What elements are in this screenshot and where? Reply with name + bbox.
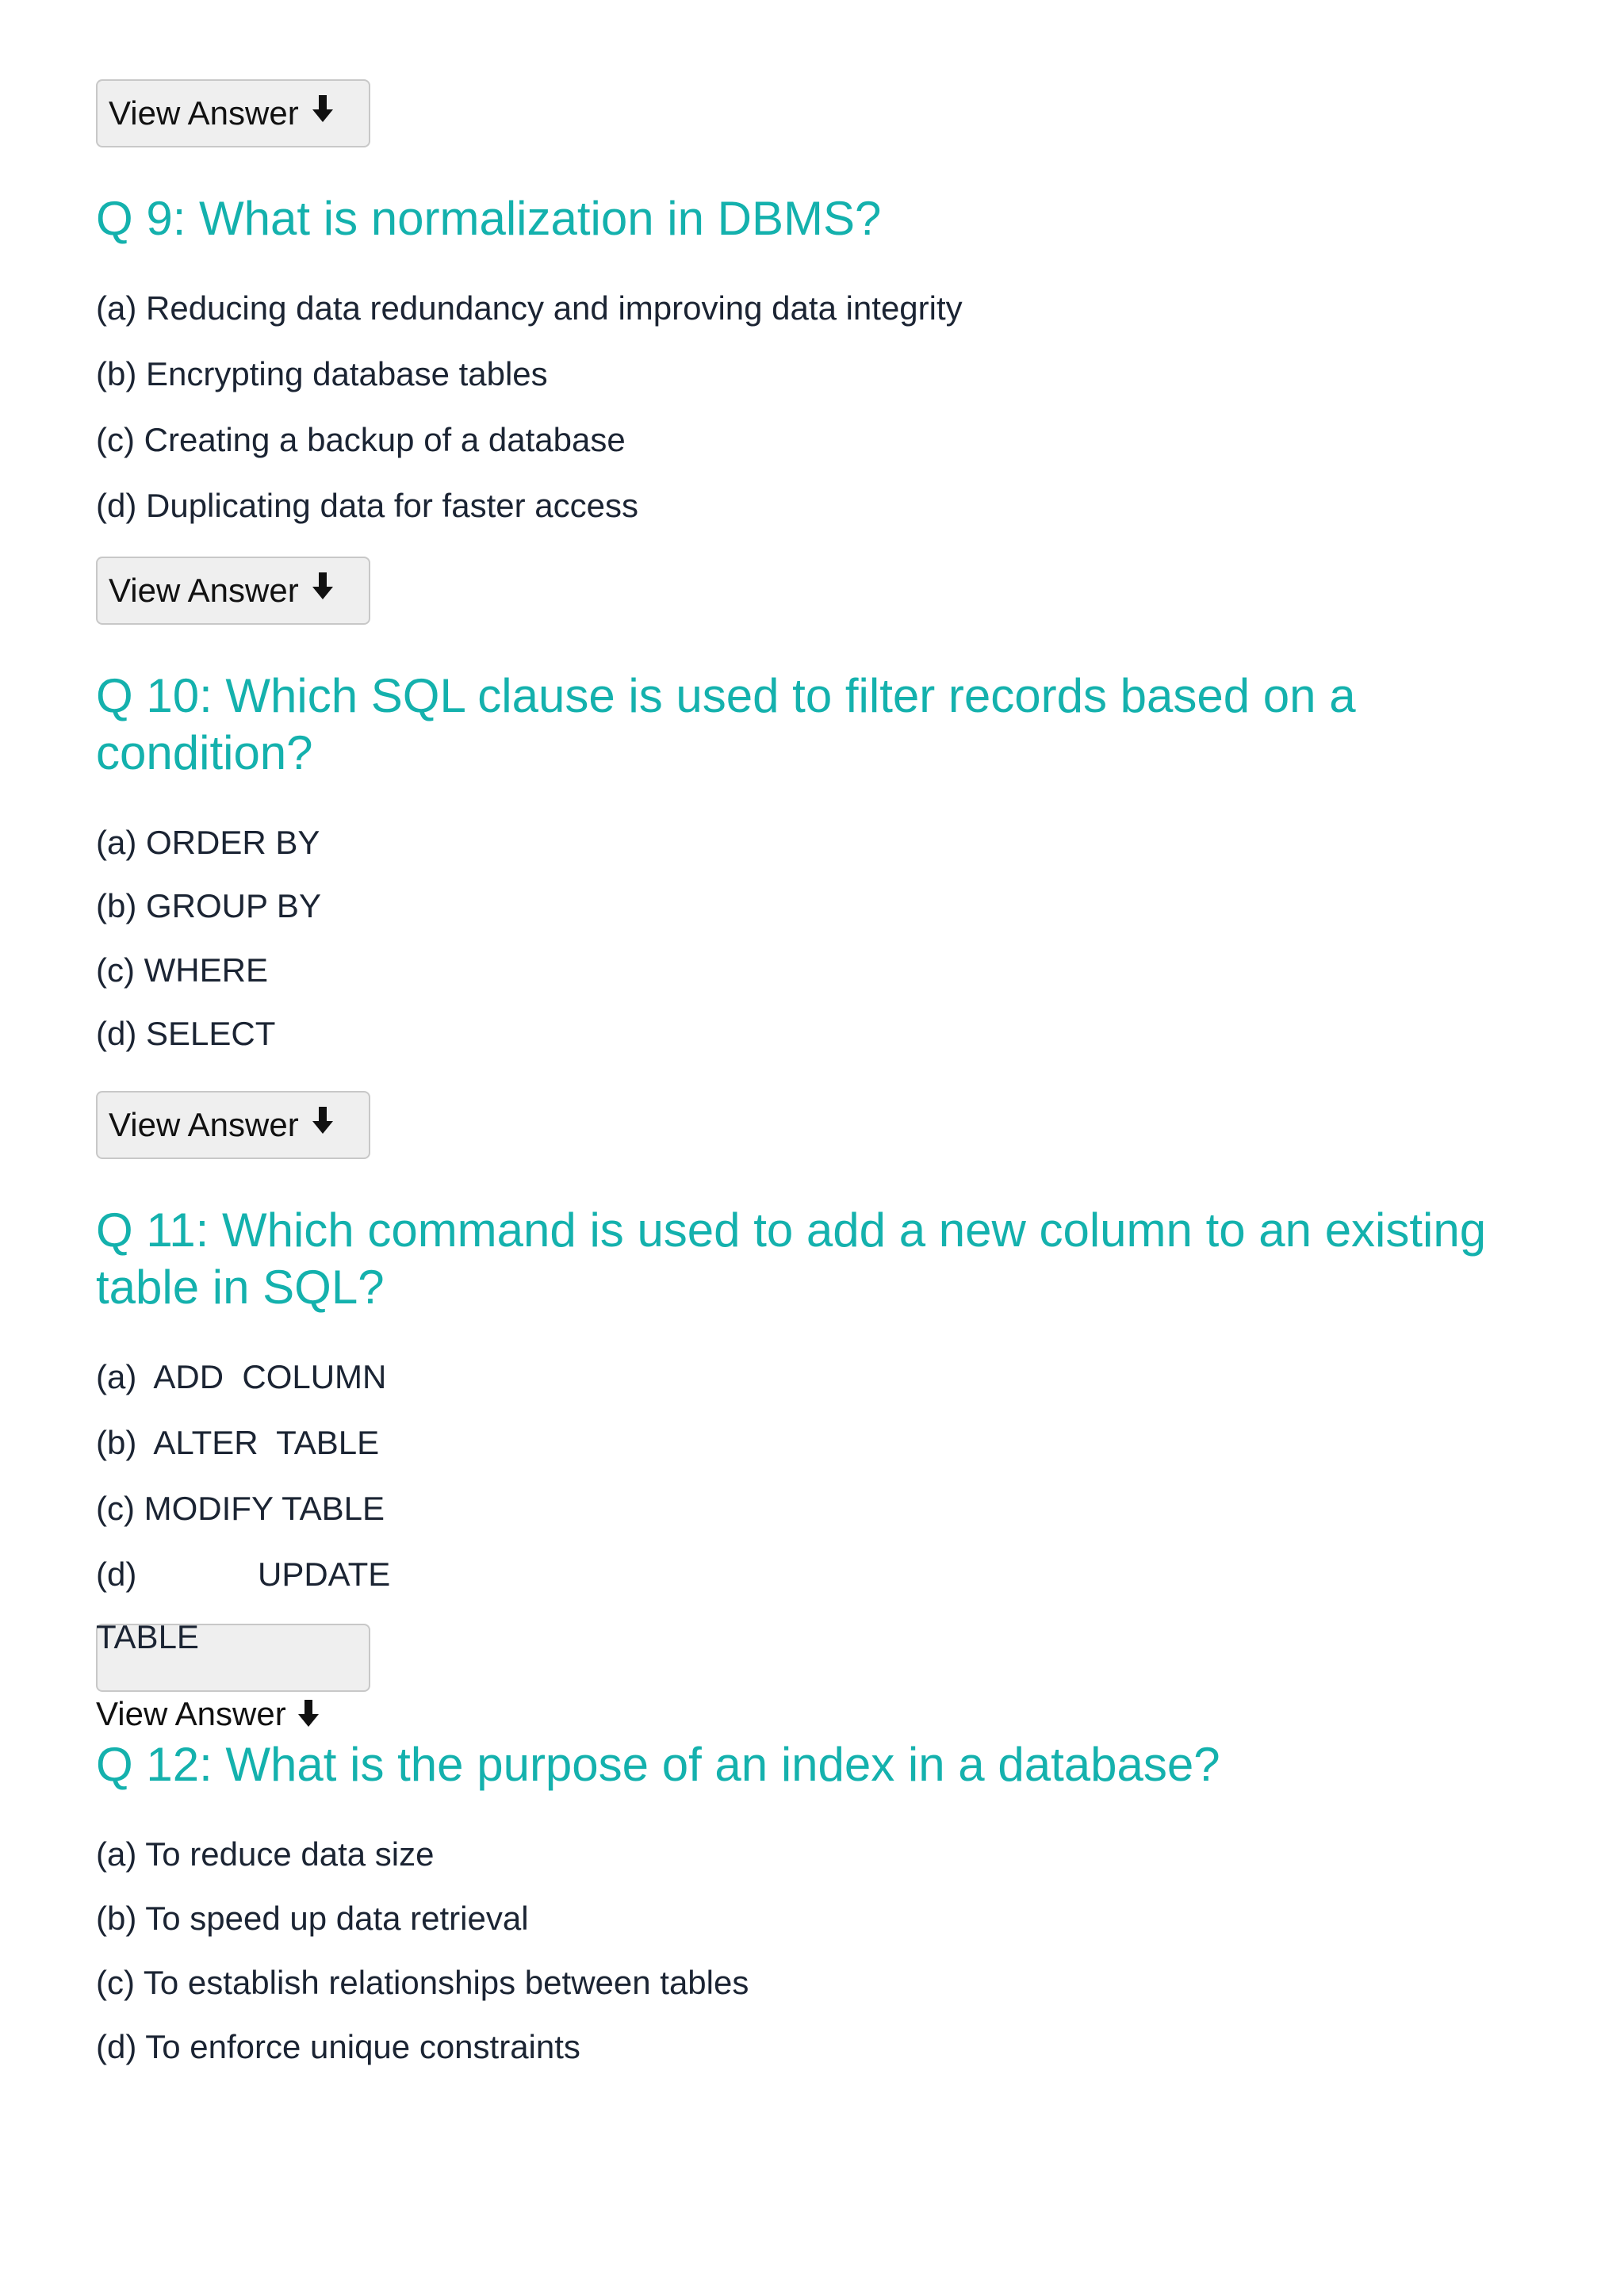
view-answer-label: View Answer	[96, 1695, 286, 1732]
option-q11-b: (b) ALTER TABLE	[96, 1424, 380, 1461]
option-q11-d: (d)	[96, 1556, 137, 1593]
option-q10-d: (d) SELECT	[96, 1015, 276, 1052]
view-answer-button-q9[interactable]	[96, 557, 370, 625]
option-q12-a: (a) To reduce data size	[96, 1835, 435, 1873]
option-q9-d: (d) Duplicating data for faster access	[96, 487, 638, 524]
option-q11-a: (a) ADD COLUMN	[96, 1358, 387, 1395]
option-q9-c: (c) Creating a backup of a database	[96, 421, 626, 458]
arrow-down-icon	[312, 94, 334, 125]
question-title-q12: Q 12: What is the purpose of an index in a database?	[96, 1738, 1220, 1791]
option-q12-d: (d) To enforce unique constraints	[96, 2028, 580, 2065]
option-q11-c: (c) MODIFY TABLE	[96, 1490, 385, 1527]
option-q10-b: (b) GROUP BY	[96, 887, 321, 924]
view-answer-button-q10[interactable]	[96, 1091, 370, 1159]
view-answer-label: View Answer	[109, 572, 299, 609]
option-q11-d-text: UPDATE	[258, 1556, 391, 1593]
view-answer-label: View Answer	[109, 1106, 299, 1143]
view-answer-button-q8[interactable]	[96, 79, 370, 147]
question-title-q11: Q 11: Which command is used to add a new column to an existing table in SQL?	[96, 1203, 1487, 1314]
option-q9-b: (b) Encrypting database tables	[96, 355, 548, 392]
view-answer-label-q11[interactable]	[96, 1694, 320, 1734]
arrow-down-icon	[312, 571, 334, 603]
arrow-down-icon	[297, 1698, 320, 1730]
option-q9-a: (a) Reducing data redundancy and improving data integrity	[96, 289, 963, 327]
arrow-down-icon	[312, 1105, 334, 1137]
option-q10-a: (a) ORDER BY	[96, 824, 320, 861]
option-q11-d-overflow: TABLE	[96, 1618, 199, 1655]
option-q12-b: (b) To speed up data retrieval	[96, 1900, 529, 1937]
question-title-q9: Q 9: What is normalization in DBMS?	[96, 192, 882, 245]
view-answer-label: View Answer	[109, 94, 299, 132]
question-title-q10: Q 10: Which SQL clause is used to filter records based on a condition?	[96, 669, 1356, 779]
option-q12-c: (c) To establish relationships between tables	[96, 1964, 749, 2001]
option-q10-c: (c) WHERE	[96, 951, 268, 989]
